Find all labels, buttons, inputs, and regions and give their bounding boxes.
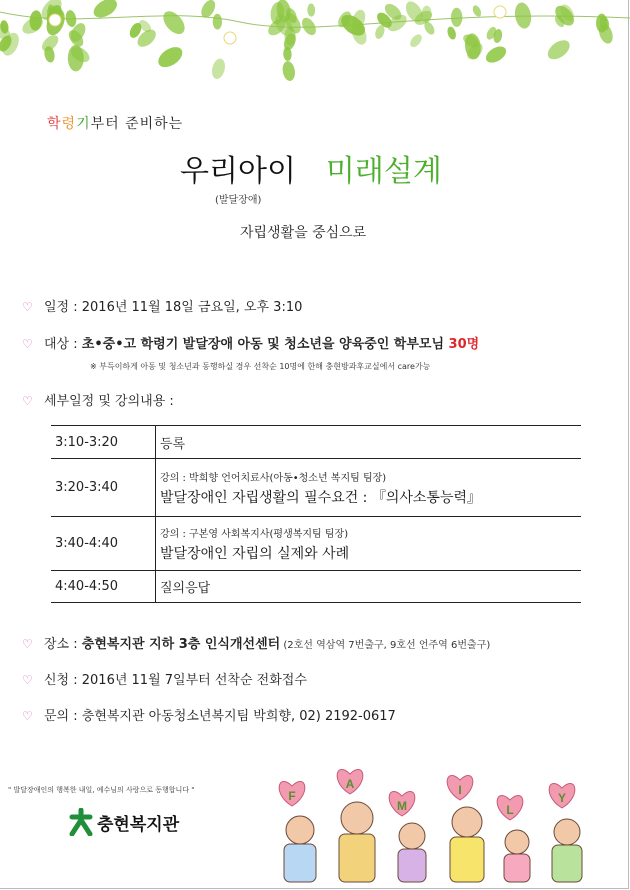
page-title — [180, 146, 442, 190]
logo — [68, 808, 179, 836]
leaf-icon — [451, 8, 463, 27]
leaf-icon — [471, 4, 483, 18]
target-row — [22, 333, 479, 352]
date-text: 일정 : 2016년 11월 18일 금요일, 오후 3:10 — [44, 300, 303, 315]
place-label: 장소 : — [44, 637, 82, 652]
leaf-icon — [446, 26, 457, 41]
leaf-icon — [307, 3, 315, 16]
heart-icon: ♡ — [22, 637, 33, 651]
schedule-desc — [156, 571, 582, 603]
kicker-rest: 부터 준비하는 — [90, 116, 184, 132]
heart-icon: ♡ — [22, 673, 33, 687]
family-letter: I — [458, 783, 462, 797]
schedule-time: 3:10-3:20 — [51, 426, 156, 459]
schedule-topic: 발달장애인 자립생활의 필수요건 : 『의사소통능력』 — [160, 489, 481, 506]
family-letter: M — [397, 799, 407, 813]
schedule-topic: 등록 — [160, 436, 186, 452]
schedule-table — [51, 425, 581, 603]
table-row — [51, 571, 581, 603]
leaf-icon — [544, 36, 573, 63]
apply-text: 신청 : 2016년 11월 7일부터 선착순 전화접수 — [44, 673, 307, 688]
kicker-char-3: 기 — [76, 116, 91, 132]
place-value: 충현복지관 지하 3층 인식개선센터 — [81, 637, 281, 652]
kicker-char-2: 령 — [61, 116, 77, 132]
title-parenthetical: (발달장애) — [215, 195, 262, 206]
schedule-desc — [156, 517, 582, 571]
schedule-heading-row — [22, 390, 174, 409]
target-label: 대상 : — [44, 337, 82, 352]
schedule-topic: 발달장애인 자립의 실제와 사례 — [160, 545, 350, 562]
leaf-icon — [210, 57, 227, 80]
contact-text: 문의 : 충현복지관 아동청소년복지팀 박희향, 02) 2192-0617 — [44, 709, 396, 724]
target-text: 초•중•고 학령기 발달장애 아동 및 청소년을 양육중인 학부모님 — [81, 337, 449, 352]
care-note: ※ 부득이하게 아동 및 청소년과 동행하실 경우 선착순 10명에 한해 충현방과후교실에서 care가능 — [90, 362, 431, 371]
leaf-icon — [513, 1, 533, 30]
schedule-heading: 세부일정 및 강의내용 : — [44, 394, 174, 409]
schedule-desc — [156, 459, 582, 517]
subtitle: 자립생활을 중심으로 — [240, 225, 367, 241]
leaf-icon — [159, 7, 189, 38]
logo-mark-icon — [68, 808, 94, 836]
kicker-char-1: 학 — [47, 116, 62, 132]
heart-icon: ♡ — [22, 709, 33, 723]
title-part-2: 미래설계 — [325, 154, 442, 189]
family-illustration — [262, 760, 592, 885]
family-letter: F — [288, 789, 296, 803]
schedule-topic: 질의응답 — [160, 581, 211, 596]
heart-icon: ♡ — [22, 300, 33, 314]
leaf-garland-decoration — [0, 0, 630, 90]
schedule-desc — [156, 426, 582, 459]
schedule-time: 3:40-4:40 — [51, 517, 156, 571]
logo-text: 충현복지관 — [97, 814, 180, 835]
title-part-1: 우리아이 — [180, 154, 296, 189]
contact-row — [22, 705, 396, 724]
family-letter: L — [506, 803, 514, 817]
flower-icon — [49, 14, 61, 26]
kicker-text — [47, 113, 183, 133]
slogan: " 발달장애인의 행복한 내일, 예수님의 사랑으로 동행합니다 " — [8, 786, 195, 794]
table-row — [51, 426, 581, 459]
heart-icon: ♡ — [22, 337, 33, 351]
leaf-icon — [155, 43, 186, 71]
table-row — [51, 517, 581, 571]
schedule-time: 4:40-4:50 — [51, 571, 156, 603]
schedule-lecturer: 강의 : 박희향 언어치료사(아동•청소년 복지팀 팀장) — [160, 472, 387, 484]
apply-row — [22, 669, 307, 688]
family-letter: A — [345, 777, 355, 791]
flower-icon — [224, 32, 236, 44]
date-row — [22, 296, 302, 315]
leaf-icon — [408, 32, 424, 49]
leaf-icon — [281, 60, 296, 82]
leaf-icon — [213, 14, 223, 30]
flower-icon — [494, 6, 506, 18]
schedule-time: 3:20-3:40 — [51, 459, 156, 517]
heart-icon: ♡ — [22, 394, 33, 408]
leaf-icon — [64, 9, 77, 28]
place-detail: (2호선 역삼역 7번출구, 9호선 언주역 6번출구) — [280, 640, 491, 651]
schedule-lecturer: 강의 : 구본영 사회복지사(평생복지팀 팀장) — [160, 528, 349, 540]
leaf-icon — [483, 43, 509, 66]
table-row — [51, 459, 581, 517]
target-count: 30명 — [448, 337, 480, 352]
family-letter: Y — [557, 791, 567, 805]
place-row — [22, 633, 490, 652]
